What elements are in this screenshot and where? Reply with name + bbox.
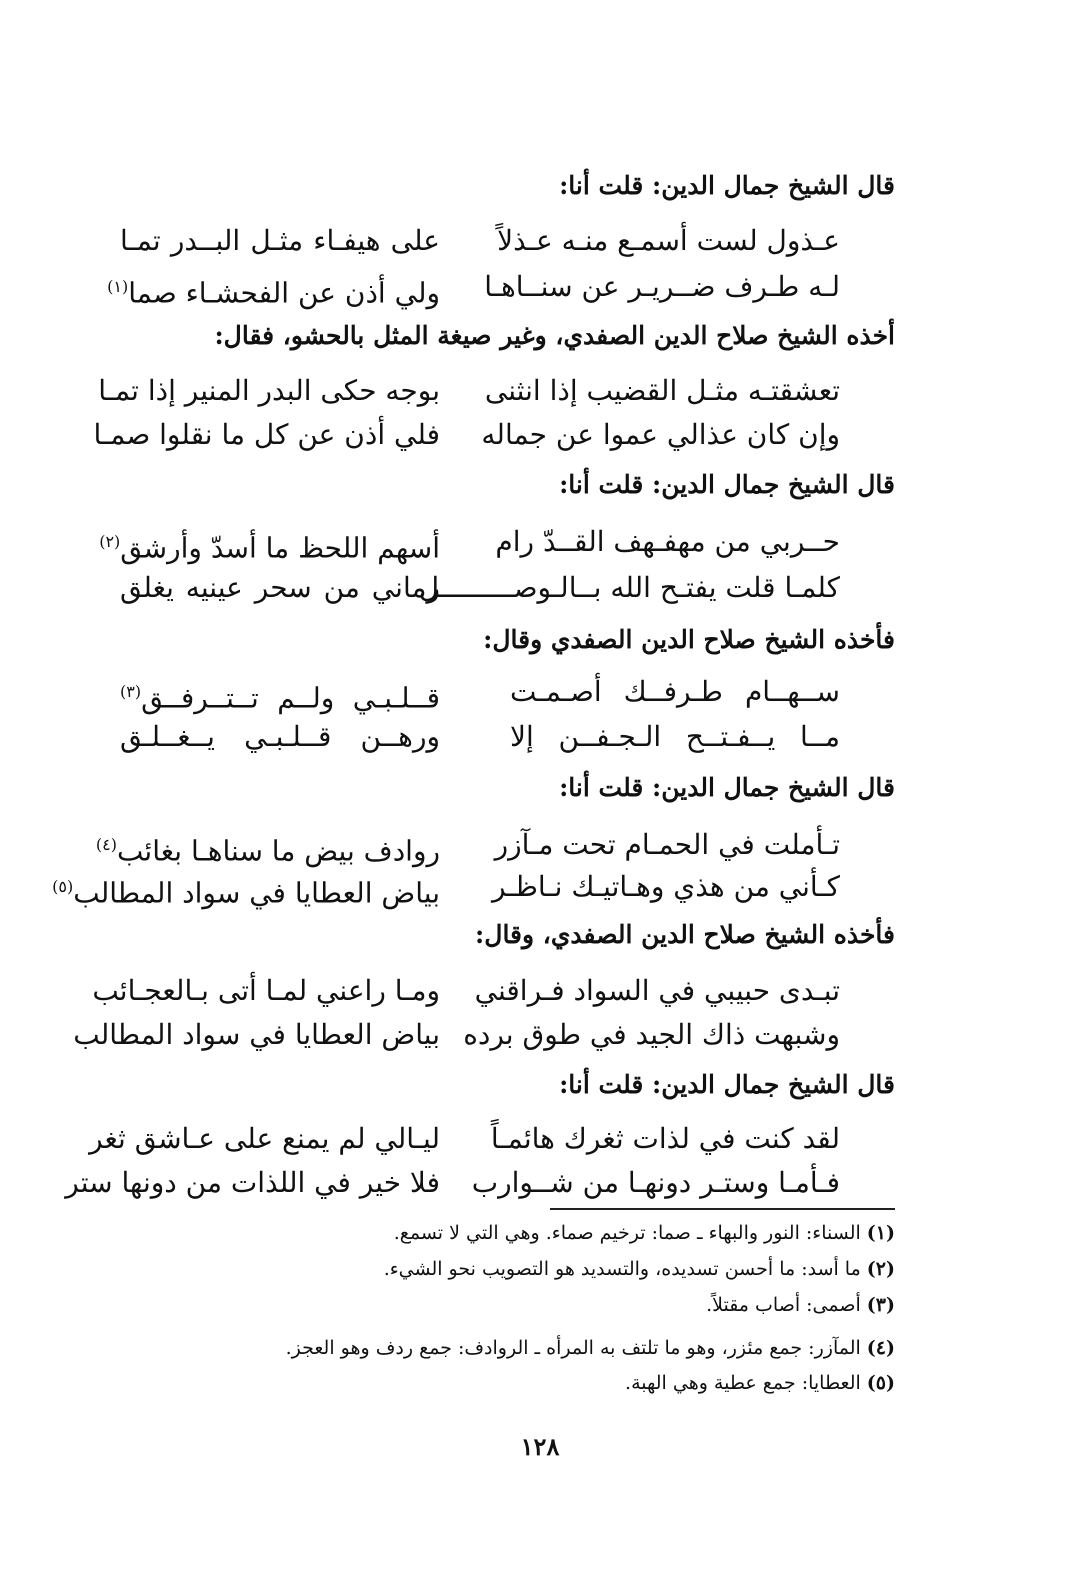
first-hemistich: تبـدى حبيبي في السواد فـراقني (474, 974, 840, 1007)
second-hemistich (107, 264, 440, 316)
section-intro: فأخذه الشيخ صلاح الدين الصفدي وقال: (483, 625, 895, 654)
footnote-divider (550, 1208, 895, 1210)
second-hemistich (99, 519, 440, 571)
section-intro: قال الشيخ جمال الدين: قلت أنا: (559, 773, 895, 802)
verse-line (0, 822, 1080, 868)
hemistich-text: ولي أذن عن الفحشـاء صما (128, 276, 440, 310)
footnote-text: السناء: النور والبهاء ـ صما: ترخيم صماء. وهي التي لا تسمع. (393, 1222, 861, 1244)
footnote-number: (٢) (866, 1258, 895, 1280)
verse-line (0, 565, 1080, 611)
section-intro: قال الشيخ جمال الدين: قلت أنا: (559, 1070, 895, 1099)
verse-line (0, 368, 1080, 414)
first-hemistich: كلمـا قلت يفتـح الله بــالـوصـــــــــل (418, 571, 840, 604)
first-hemistich: كـأني من هذي وهـاتيـك نـاظـر (491, 870, 840, 903)
first-hemistich: لـه طـرف ضــريـر عن سنــاهـا (484, 270, 840, 303)
second-hemistich: رماني من سحر عينيه يغلق (120, 571, 440, 604)
second-hemistich: بوجه حكى البدر المنير إذا تمـا (98, 374, 440, 407)
section-intro: فأخذه الشيخ صلاح الدين الصفدي، وقال: (475, 920, 895, 949)
second-hemistich: ليـالي لم يمنع على عـاشق ثغر (89, 1122, 440, 1155)
hemistich-text: بياض العطايا في سواد المطالب (73, 876, 440, 910)
verse-line (0, 714, 1080, 760)
footnote-marker: (٣) (120, 682, 142, 701)
second-hemistich: على هيفـاء مثـل البــدر تمـا (120, 224, 440, 257)
first-hemistich: عـذول لست أسمـع منـه عـذلاً (497, 224, 840, 257)
footnote-text: العطايا: جمع عطية وهي الهبة. (625, 1372, 861, 1394)
footnote-marker: (٢) (99, 532, 121, 551)
second-hemistich: بياض العطايا في سواد المطالب (73, 1018, 440, 1051)
verse-line (0, 864, 1080, 910)
footnote-text: ما أسد: ما أحسن تسديده، والتسديد هو التصويب نحو الشيء. (383, 1258, 861, 1280)
section-intro: قال الشيخ جمال الدين: قلت أنا: (559, 470, 895, 499)
first-hemistich: لقد كنت في لذات ثغرك هائمـاً (490, 1122, 840, 1155)
footnote-number: (٤) (866, 1337, 895, 1359)
second-hemistich: فلا خير في اللذات من دونها ستر (65, 1166, 440, 1199)
verse-line (0, 968, 1080, 1014)
footnote-marker: (٥) (52, 877, 74, 896)
first-hemistich: وشبهت ذاك الجيد في طوق برده (463, 1018, 840, 1051)
verse-line (0, 412, 1080, 458)
verse-line (0, 218, 1080, 264)
second-hemistich (52, 864, 440, 916)
footnote-number: (٣) (866, 1294, 895, 1316)
footnote (394, 1218, 895, 1248)
hemistich-text: قــلـبـي ولــم تــتــرفــق (141, 681, 440, 715)
first-hemistich: ســهــام طـرفــك أصـمـت (510, 675, 840, 708)
second-hemistich: ومـا راعني لمـا أتى بـالعجـائب (92, 974, 440, 1007)
first-hemistich: تـأملت في الحمـام تحت مـآزر (494, 828, 840, 861)
verse-line (0, 669, 1080, 715)
verse-line (0, 1116, 1080, 1162)
first-hemistich: تعشقتـه مثـل القضيب إذا انثنى (484, 374, 840, 407)
hemistich-text: روادف بيض ما سناهـا بغائب (116, 834, 440, 868)
hemistich-text: أسهم اللحظ ما أسدّ وأرشق (120, 531, 440, 565)
footnote-text: المآزر: جمع مئزر، وهو ما تلتف به المرأه ـ الروادف: جمع ردف وهو العجز. (285, 1337, 861, 1359)
footnote-marker: (٤) (95, 835, 117, 854)
footnote-text: أصمى: أصاب مقتلاً. (706, 1294, 861, 1316)
verse-line (0, 1160, 1080, 1206)
second-hemistich: فلي أذن عن كل ما نقلوا صمـا (93, 418, 440, 451)
second-hemistich: ورهــن قــلـبـي يــغــلـق (120, 720, 440, 753)
section-intro: قال الشيخ جمال الدين: قلت أنا: (559, 171, 895, 200)
footnote-number: (١) (866, 1222, 895, 1244)
footnote (706, 1290, 895, 1320)
section-intro: أخذه الشيخ صلاح الدين الصفدي، وغير صيغة المثل بالحشو، فقال: (214, 321, 895, 350)
footnote (384, 1254, 895, 1284)
first-hemistich: وإن كان عذالي عموا عن جماله (481, 418, 840, 451)
verse-line (0, 1012, 1080, 1058)
verse-line (0, 519, 1080, 565)
page-number: ١٢٨ (520, 1432, 560, 1461)
footnote-number: (٥) (866, 1372, 895, 1394)
first-hemistich: فـأمـا وستـر دونهـا من شــوارب (471, 1166, 840, 1199)
first-hemistich: حــربي من مهفـهف القــدّ رام (495, 525, 840, 558)
footnote (625, 1368, 895, 1398)
footnote-marker: (١) (107, 277, 129, 296)
first-hemistich: مــا يــفـتــح الـجـفــن إلا (510, 720, 840, 753)
footnote (286, 1333, 895, 1363)
verse-line (0, 264, 1080, 310)
